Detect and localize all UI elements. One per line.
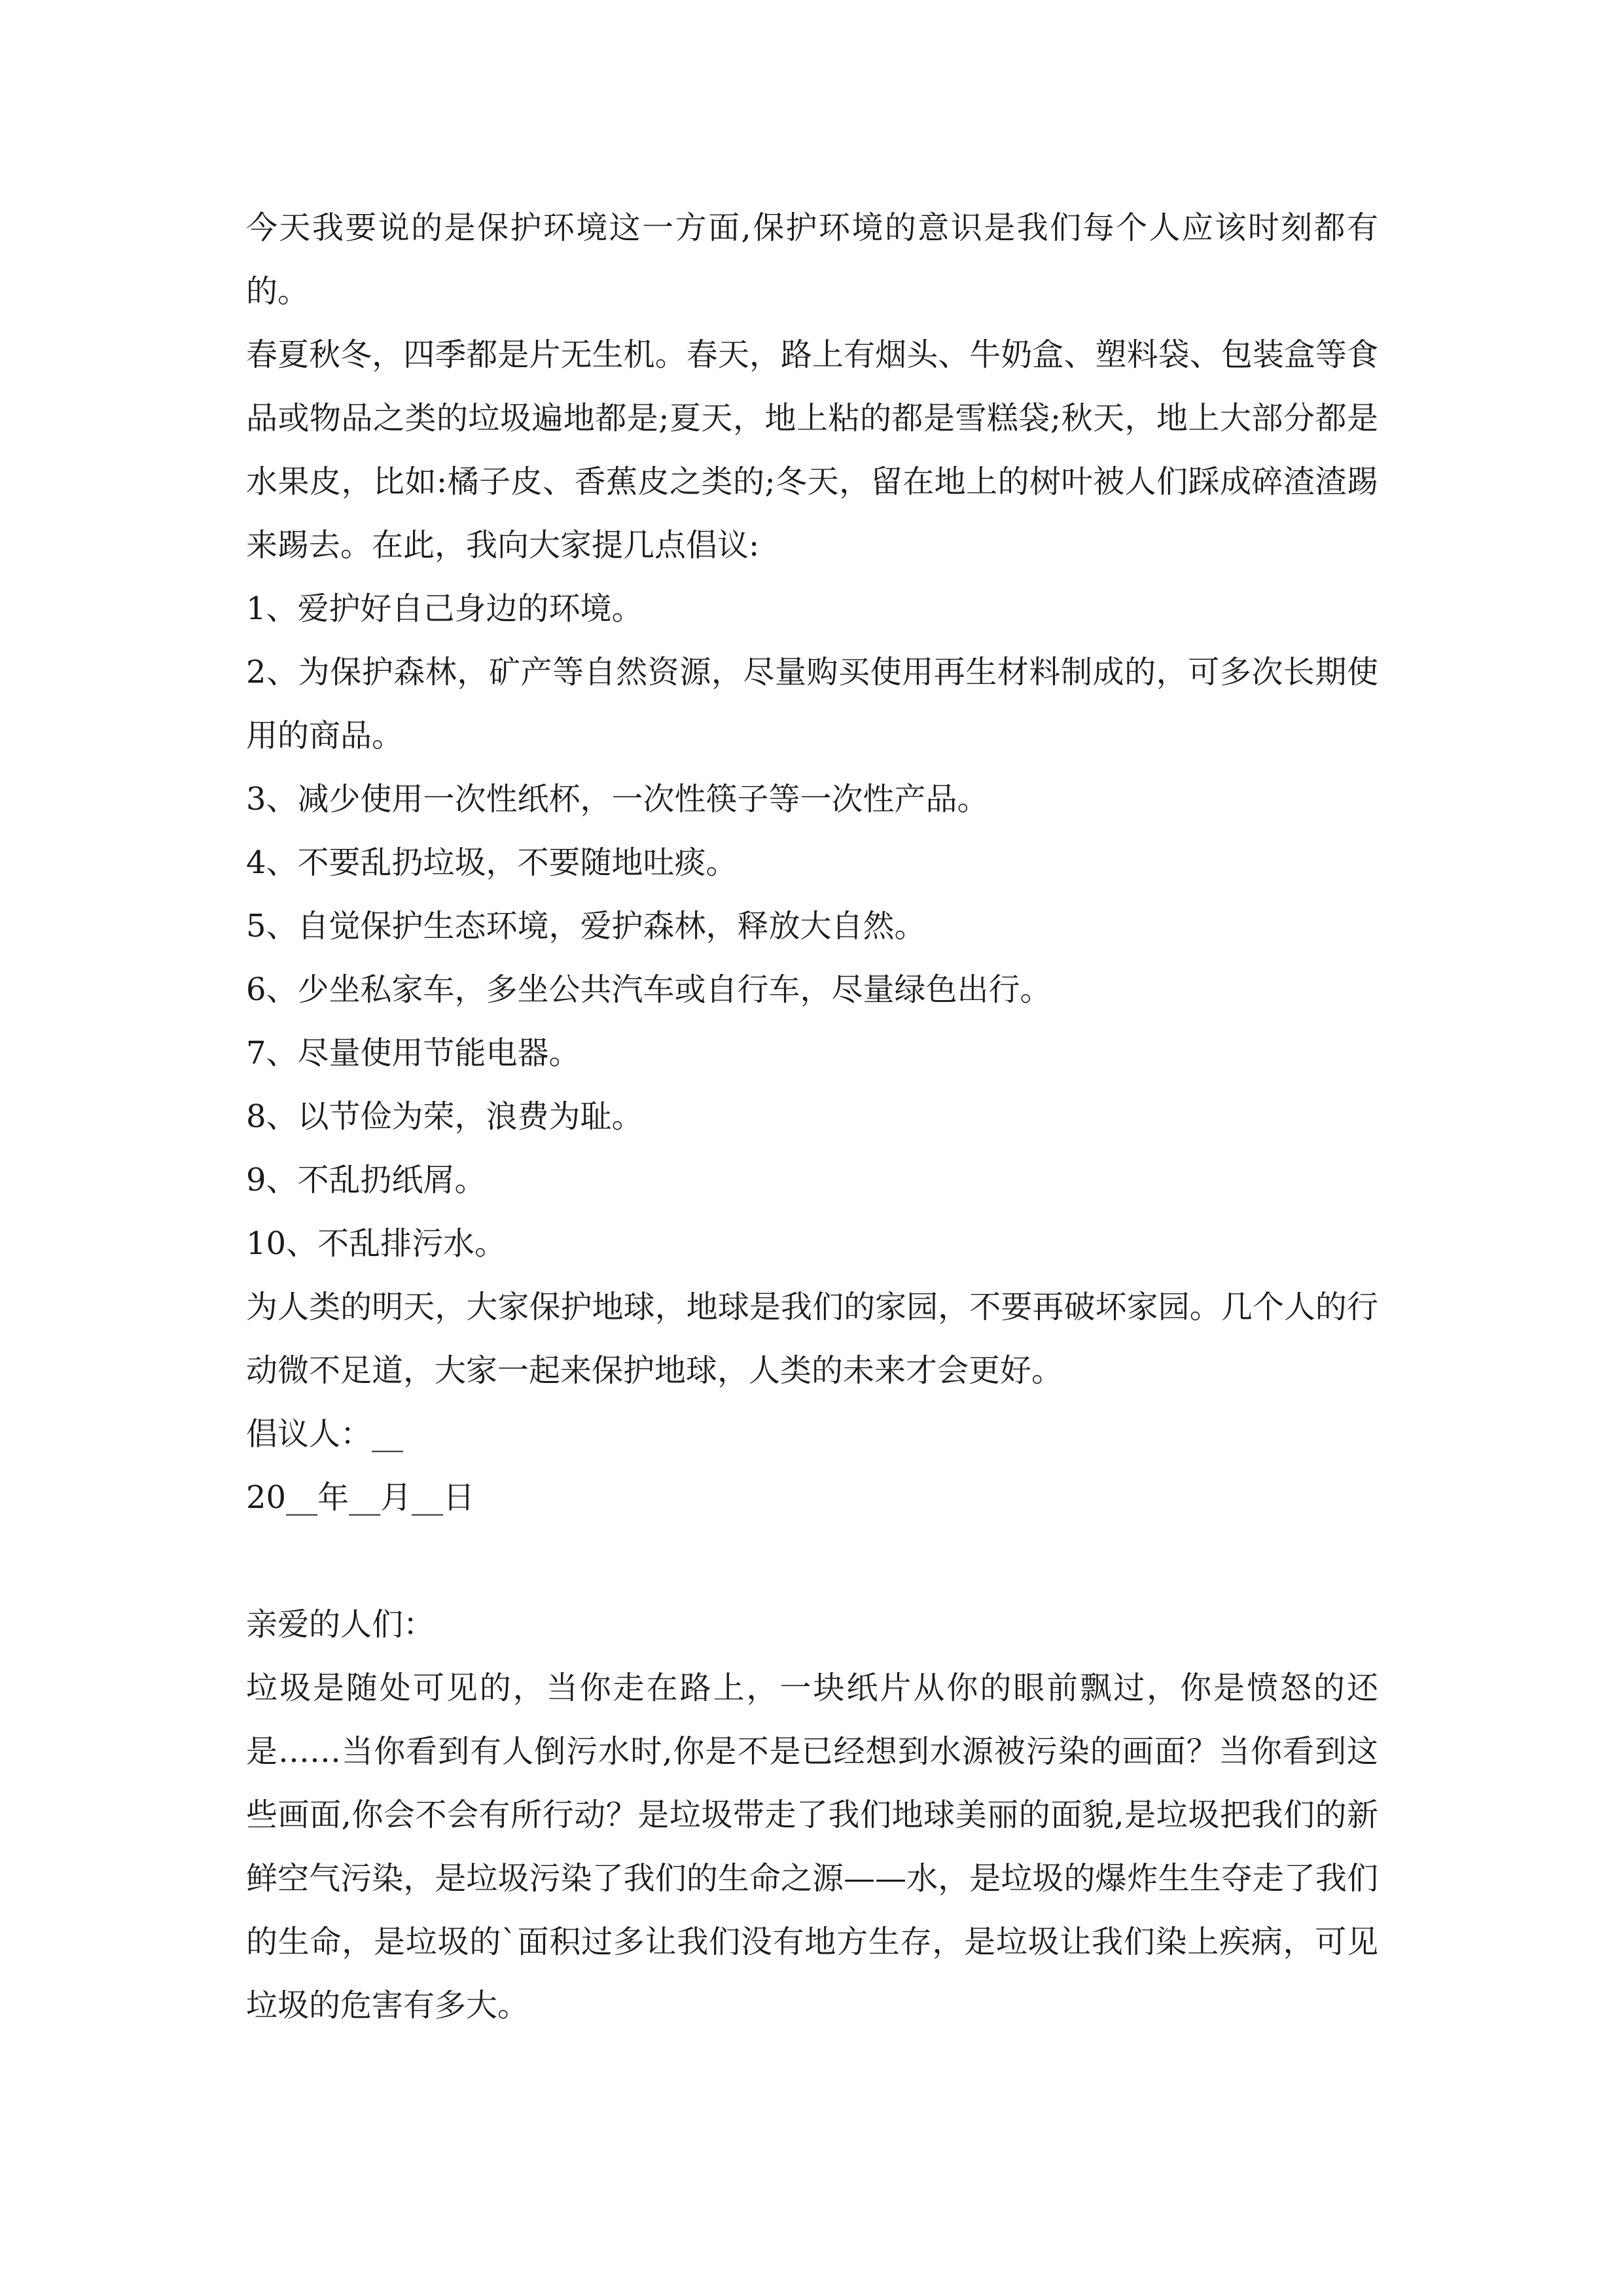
proposal-item-7: 7、尽量使用节能电器。	[246, 1035, 580, 1071]
intro-paragraph: 今天我要说的是保护环境这一方面,保护环境的意识是我们每个人应该时刻都有的。	[246, 209, 1378, 310]
garbage-paragraph: 垃圾是随处可见的，当你走在路上，一块纸片从你的眼前飘过，你是愤怒的还是……当你看到有人倒污水时,你是不是已经想到水源被污染的画面？当你看到这些画面,你会不会有所行动？是垃圾带走了我们地球美丽的面貌,是垃圾把我们的新鲜空气污染，是垃圾污染了我们的生命之源——水，是垃圾的爆炸生生夺走了我们的生命，是垃圾的`面积过多让我们没有地方生存，是垃圾让我们染上疾病，可见垃圾的危害有多大。	[246, 1670, 1378, 2024]
proposal-item-5: 5、自觉保护生态环境，爱护森林，释放大自然。	[246, 908, 926, 944]
proposal-item-9: 9、不乱扔纸屑。	[246, 1162, 486, 1198]
section-gap	[246, 1530, 1378, 1593]
proposer-line: 倡议人：__	[246, 1416, 404, 1452]
proposal-item-1: 1、爱护好自己身边的环境。	[246, 590, 643, 627]
salutation: 亲爱的人们：	[246, 1606, 435, 1643]
proposal-item-10: 10、不乱排污水。	[246, 1225, 507, 1262]
proposal-item-6: 6、少坐私家车，多坐公共汽车或自行车，尽量绿色出行。	[246, 971, 1052, 1008]
proposal-item-2: 2、为保护森林，矿产等自然资源，尽量购买使用再生材料制成的，可多次长期使用的商品。	[246, 654, 1378, 754]
description-paragraph: 春夏秋冬，四季都是片无生机。春天，路上有烟头、牛奶盒、塑料袋、包装盒等食品或物品之类的垃圾遍地都是;夏天，地上粘的都是雪糕袋;秋天，地上大部分都是水果皮，比如:橘子皮、香蕉皮之类的;冬天，留在地上的树叶被人们踩成碎渣渣踢来踢去。在此，我向大家提几点倡议:	[246, 336, 1378, 564]
proposal-item-3: 3、减少使用一次性纸杯，一次性筷子等一次性产品。	[246, 781, 989, 817]
proposal-item-4: 4、不要乱扔垃圾，不要随地吐痰。	[246, 844, 738, 881]
proposal-item-8: 8、以节俭为荣，浪费为耻。	[246, 1098, 643, 1135]
closing-paragraph: 为人类的明天，大家保护地球，地球是我们的家园，不要再破坏家园。几个人的行动微不足道，大家一起来保护地球，人类的未来才会更好。	[246, 1289, 1378, 1389]
document-body	[246, 196, 1378, 2037]
date-line: 20__年__月__日	[246, 1479, 475, 1516]
